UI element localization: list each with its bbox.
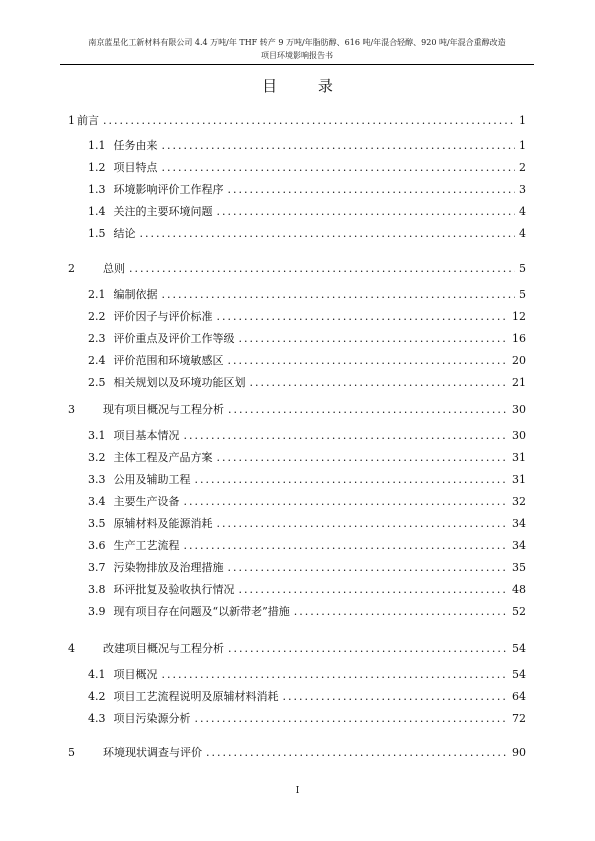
toc-entry[interactable] (88, 689, 526, 705)
toc-entry-page: 20 (512, 354, 526, 367)
toc-entry-number: 5 (68, 746, 75, 759)
toc-entry[interactable] (88, 138, 526, 154)
toc-leader-dots (217, 309, 509, 325)
toc-entry-label: 生产工艺流程 (113, 539, 180, 552)
toc-leader-dots (228, 560, 509, 576)
toc-entry-number: 1.3 (88, 183, 106, 196)
toc-entry[interactable] (88, 287, 526, 303)
toc-entry[interactable] (88, 226, 526, 242)
toc-leader-dots (129, 261, 515, 277)
toc-entry[interactable] (68, 402, 526, 418)
toc-entry[interactable] (88, 472, 526, 488)
toc-entry-number: 2 (68, 262, 75, 275)
toc-entry-number: 2.2 (88, 310, 106, 323)
toc-entry-label: 项目污染源分析 (113, 712, 191, 725)
toc-entry-page: 4 (519, 227, 526, 240)
toc-entry-page: 2 (519, 161, 526, 174)
toc-entry[interactable] (88, 582, 526, 598)
toc-entry-label: 评价因子与评价标准 (113, 310, 213, 323)
toc-entry-page: 32 (512, 495, 526, 508)
toc-leader-dots (228, 182, 516, 198)
toc-leader-dots (184, 494, 509, 510)
toc-entry-label: 现有项目概况与工程分析 (103, 403, 224, 416)
toc-leader-dots (103, 113, 515, 129)
toc-entry[interactable] (88, 353, 526, 369)
toc-entry-number: 3 (68, 403, 75, 416)
toc-entry-page: 90 (512, 746, 526, 759)
toc-leader-dots (250, 375, 509, 391)
toc-leader-dots (283, 689, 509, 705)
toc-entry-label: 原辅材料及能源消耗 (113, 517, 213, 530)
toc-entry-label: 编制依据 (113, 288, 158, 301)
toc-entry[interactable] (68, 641, 526, 657)
toc-entry-number: 1.1 (88, 139, 106, 152)
toc-entry[interactable] (68, 261, 526, 277)
toc-entry-label: 项目基本情况 (113, 429, 180, 442)
toc-entry-label: 项目概况 (113, 668, 158, 681)
toc-leader-dots (184, 538, 509, 554)
toc-entry-number: 4 (68, 642, 75, 655)
toc-leader-dots (217, 450, 509, 466)
toc-entry-number: 1.5 (88, 227, 106, 240)
toc-entry-label: 现有项目存在问题及“以新带老”措施 (113, 605, 290, 618)
toc-entry[interactable] (88, 516, 526, 532)
toc-entry-label: 关注的主要环境问题 (113, 205, 213, 218)
toc-entry-number: 3.5 (88, 517, 106, 530)
toc-entry-number: 1.4 (88, 205, 106, 218)
toc-leader-dots (239, 582, 509, 598)
toc-entry[interactable] (68, 745, 526, 761)
toc-entry-page: 72 (512, 712, 526, 725)
toc-entry-label: 前言 (77, 114, 99, 127)
toc-entry-label: 主体工程及产品方案 (113, 451, 213, 464)
toc-entry[interactable] (88, 309, 526, 325)
page-number: I (295, 786, 300, 796)
toc-entry-page: 16 (512, 332, 526, 345)
toc-entry-page: 5 (519, 288, 526, 301)
toc-entry[interactable] (88, 428, 526, 444)
toc-entry-number: 4.1 (88, 668, 106, 681)
toc-leader-dots (184, 428, 509, 444)
toc-entry-page: 34 (512, 517, 526, 530)
toc-entry-label: 环境影响评价工作程序 (113, 183, 224, 196)
toc-entry-label: 项目工艺流程说明及原辅材料消耗 (113, 690, 279, 703)
toc-entry-page: 48 (512, 583, 526, 596)
toc-entry-number: 2.3 (88, 332, 106, 345)
toc-title: 目 录 (262, 77, 351, 95)
toc-entry[interactable] (88, 711, 526, 727)
toc-entry-page: 30 (512, 429, 526, 442)
toc-leader-dots (162, 138, 516, 154)
toc-entry-page: 30 (512, 403, 526, 416)
toc-entry-page: 34 (512, 539, 526, 552)
toc-leader-dots (206, 745, 508, 761)
toc-entry-number: 1.2 (88, 161, 106, 174)
toc-entry[interactable] (88, 667, 526, 683)
header-line-2: 项目环境影响报告书 (261, 51, 333, 60)
toc-entry-page: 64 (512, 690, 526, 703)
toc-leader-dots (239, 331, 509, 347)
toc-entry-label: 总则 (103, 262, 125, 275)
toc-entry-label: 环境现状调查与评价 (103, 746, 202, 759)
toc-entry-page: 54 (512, 668, 526, 681)
toc-leader-dots (228, 353, 509, 369)
toc-entry-page: 12 (512, 310, 526, 323)
toc-entry[interactable] (68, 113, 526, 129)
toc-entry[interactable] (88, 538, 526, 554)
toc-entry-page: 54 (512, 642, 526, 655)
toc-entry-page: 1 (519, 114, 526, 127)
toc-entry-label: 任务由来 (113, 139, 158, 152)
toc-entry-label: 公用及辅助工程 (113, 473, 191, 486)
toc-entry-number: 3.3 (88, 473, 106, 486)
toc-entry-number: 1 (68, 114, 75, 127)
toc-entry[interactable] (88, 450, 526, 466)
toc-entry-label: 项目特点 (113, 161, 158, 174)
toc-entry-number: 3.9 (88, 605, 106, 618)
toc-entry[interactable] (88, 375, 526, 391)
toc-entry-number: 2.4 (88, 354, 106, 367)
toc-entry[interactable] (88, 560, 526, 576)
toc-entry-label: 评价重点及评价工作等级 (113, 332, 235, 345)
toc-entry-number: 2.5 (88, 376, 106, 389)
toc-entry-page: 31 (512, 473, 526, 486)
toc-leader-dots (195, 711, 509, 727)
toc-entry-label: 评价范围和环境敏感区 (113, 354, 224, 367)
toc-leader-dots (228, 641, 508, 657)
toc-entry[interactable] (88, 331, 526, 347)
toc-entry-number: 3.7 (88, 561, 106, 574)
toc-entry-label: 结论 (113, 227, 136, 240)
toc-entry[interactable] (88, 182, 526, 198)
toc-entry[interactable] (88, 160, 526, 176)
toc-leader-dots (195, 472, 509, 488)
toc-entry-number: 2.1 (88, 288, 106, 301)
toc-entry-number: 4.3 (88, 712, 106, 725)
toc-leader-dots (162, 160, 516, 176)
toc-entry-label: 环评批复及验收执行情况 (113, 583, 235, 596)
toc-entry[interactable] (88, 204, 526, 220)
toc-entry-page: 1 (519, 139, 526, 152)
toc-entry-label: 主要生产设备 (113, 495, 180, 508)
toc-entry-number: 3.6 (88, 539, 106, 552)
toc-entry-page: 31 (512, 451, 526, 464)
toc-entry-label: 相关规划以及环境功能区划 (113, 376, 246, 389)
toc-leader-dots (228, 402, 508, 418)
toc-entry-page: 5 (519, 262, 526, 275)
toc-leader-dots (294, 604, 508, 620)
toc-leader-dots (217, 516, 509, 532)
toc-entry[interactable] (88, 494, 526, 510)
toc-entry[interactable] (88, 604, 526, 620)
toc-entry-number: 3.2 (88, 451, 106, 464)
toc-entry-label: 改建项目概况与工程分析 (103, 642, 224, 655)
toc-leader-dots (162, 667, 509, 683)
toc-entry-number: 3.8 (88, 583, 106, 596)
toc-entry-page: 4 (519, 205, 526, 218)
toc-entry-number: 3.1 (88, 429, 106, 442)
toc-leader-dots (140, 226, 516, 242)
toc-entry-page: 3 (519, 183, 526, 196)
toc-leader-dots (217, 204, 516, 220)
toc-entry-label: 污染物排放及治理措施 (113, 561, 224, 574)
toc-entry-number: 3.4 (88, 495, 106, 508)
header-line-1: 南京蓝星化工新材料有限公司 4.4 万吨/年 THF 转产 9 万吨/年脂肪醇、616 吨/年混合轻醇、920 吨/年混合重醇改造 (88, 38, 506, 47)
toc-entry-page: 52 (512, 605, 526, 618)
toc-entry-page: 35 (512, 561, 526, 574)
toc-leader-dots (162, 287, 516, 303)
toc-entry-number: 4.2 (88, 690, 106, 703)
toc-entry-page: 21 (512, 376, 526, 389)
